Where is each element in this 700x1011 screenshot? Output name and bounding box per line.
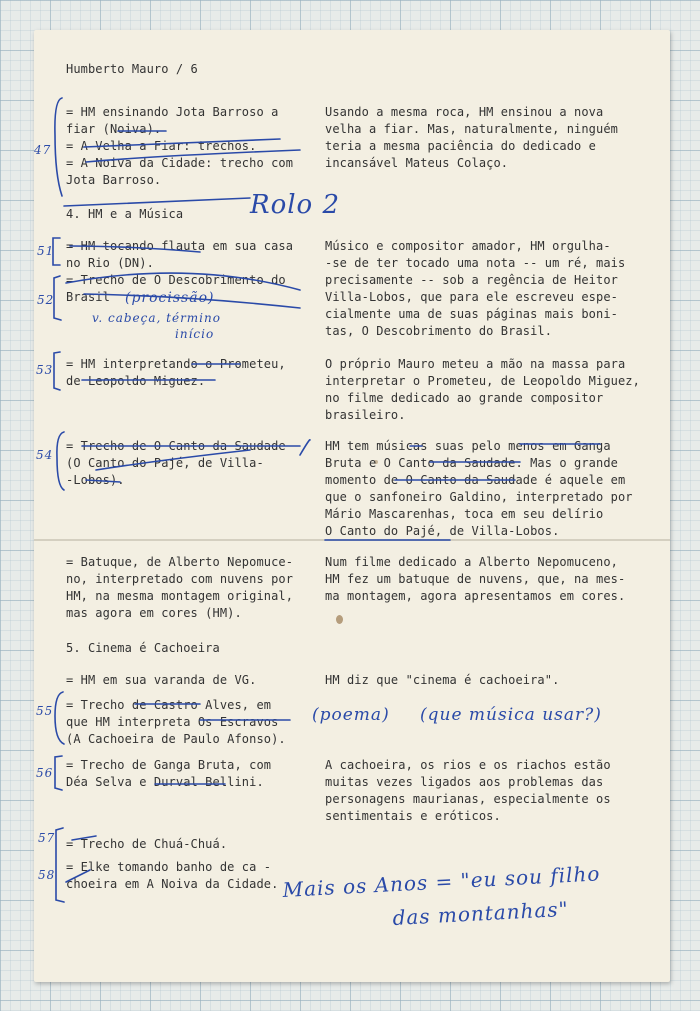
left-line: = Trecho de Castro Alves, em [66,698,272,712]
handwritten-number: 47 [34,143,52,157]
section-heading: 4. HM e a Música [66,207,184,221]
right-line: no filme dedicado ao grande compositor [325,391,604,405]
right-line: incansável Mateus Colaço. [325,156,509,170]
left-line: = Elke tomando banho de ca - [66,860,272,874]
right-line: Mário Mascarenhas, toca em seu delírio [325,507,604,521]
right-line: HM fez um batuque de nuvens, que, na mes- [325,572,626,586]
left-line: (A Cachoeira de Paulo Afonso). [66,732,286,746]
handwritten-number: 56 [36,766,54,780]
left-line: = Trecho de Ganga Bruta, com [66,758,272,772]
right-line: tas, O Descobrimento do Brasil. [325,324,553,338]
handwritten-note: início [175,327,215,341]
right-line: Num filme dedicado a Alberto Nepomuceno, [325,555,618,569]
page-header: Humberto Mauro / 6 [66,62,198,76]
handwritten-note: (procissão) [125,290,215,306]
left-line: Brasil [66,290,110,304]
left-line: = Trecho de O Descobrimento do [66,273,286,287]
right-line: Músico e compositor amador, HM orgulha- [325,239,611,253]
left-line: = A Velha a Fiar: trechos. [66,139,257,153]
left-line: = Trecho de Chuá-Chuá. [66,837,228,851]
handwritten-note: Mais os Anos = "eu sou filho [282,861,601,902]
right-line: O Canto do Pajé, de Villa-Lobos. [325,524,560,538]
right-line: O próprio Mauro meteu a mão na massa para [325,357,626,371]
handwritten-number: 55 [36,704,54,718]
right-line: muitas vezes ligados aos problemas das [325,775,604,789]
left-line: = HM tocando flauta em sua casa [66,239,294,253]
handwritten-number: 52 [37,293,55,307]
left-line: choeira em A Noiva da Cidade. [66,877,279,891]
handwritten-number: 54 [36,448,54,462]
handwritten-note: v. cabeça, término [92,311,221,325]
left-line: (O Canto do Pajé, de Villa- [66,456,264,470]
right-line: teria a mesma paciência do dedicado e [325,139,597,153]
right-line: Villa-Lobos, que para ele escreveu espe- [325,290,618,304]
right-line: velha a fiar. Mas, naturalmente, ninguém [325,122,618,136]
right-line: HM diz que "cinema é cachoeira". [325,673,560,687]
right-line: momento de O Canto da Saudade é aquele em [325,473,626,487]
left-line: no, interpretado com nuvens por [66,572,294,586]
handwritten-note: (poema) [312,705,390,725]
left-line: HM, na mesma montagem original, [66,589,294,603]
left-line: = HM ensinando Jota Barroso a [66,105,279,119]
left-line: -Lobos). [66,473,125,487]
left-line: = Trecho de O Canto da Saudade [66,439,286,453]
left-line: no Rio (DN). [66,256,154,270]
right-line: personagens maurianas, especialmente os [325,792,611,806]
left-line: = Batuque, de Alberto Nepomuce- [66,555,294,569]
right-line: -se de ter tocado uma nota -- um ré, mais [325,256,626,270]
handwritten-note: (que música usar?) [420,705,602,725]
right-line: A cachoeira, os rios e os riachos estão [325,758,611,772]
handwritten-number: 57 [38,831,56,845]
left-line: mas agora em cores (HM). [66,606,242,620]
right-line: ma montagem, agora apresentamos em cores. [325,589,626,603]
right-line: interpretar o Prometeu, de Leopoldo Miguez, [325,374,640,388]
left-line: = A Noiva da Cidade: trecho com [66,156,294,170]
right-line: precisamente -- sob a regência de Heitor [325,273,618,287]
right-line: Usando a mesma roca, HM ensinou a nova [325,105,604,119]
left-line: Déa Selva e Durval Bellini. [66,775,264,789]
left-line: = HM interpretando o Prometeu, [66,357,286,371]
right-line: Bruta e O Canto da Saudade. Mas o grande [325,456,618,470]
left-line: = HM em sua varanda de VG. [66,673,257,687]
handwritten-number: 58 [38,868,56,882]
right-line: sentimentais e eróticos. [325,809,501,823]
handwritten-number: 51 [37,244,55,258]
handwritten-note: das montanhas" [392,896,570,930]
left-line: Jota Barroso. [66,173,162,187]
left-line: fiar (Noiva). [66,122,162,136]
right-line: HM tem músicas suas pelo menos em Ganga [325,439,611,453]
right-line: brasileiro. [325,408,406,422]
right-line: cialmente uma de suas páginas mais boni- [325,307,618,321]
right-line: que o sanfoneiro Galdino, interpretado por [325,490,633,504]
handwritten-rolo: Rolo 2 [250,190,341,220]
section-heading: 5. Cinema é Cachoeira [66,641,220,655]
left-line: de Leopoldo Miguez. [66,374,206,388]
handwritten-number: 53 [36,363,54,377]
left-line: que HM interpreta Os Escravos [66,715,279,729]
